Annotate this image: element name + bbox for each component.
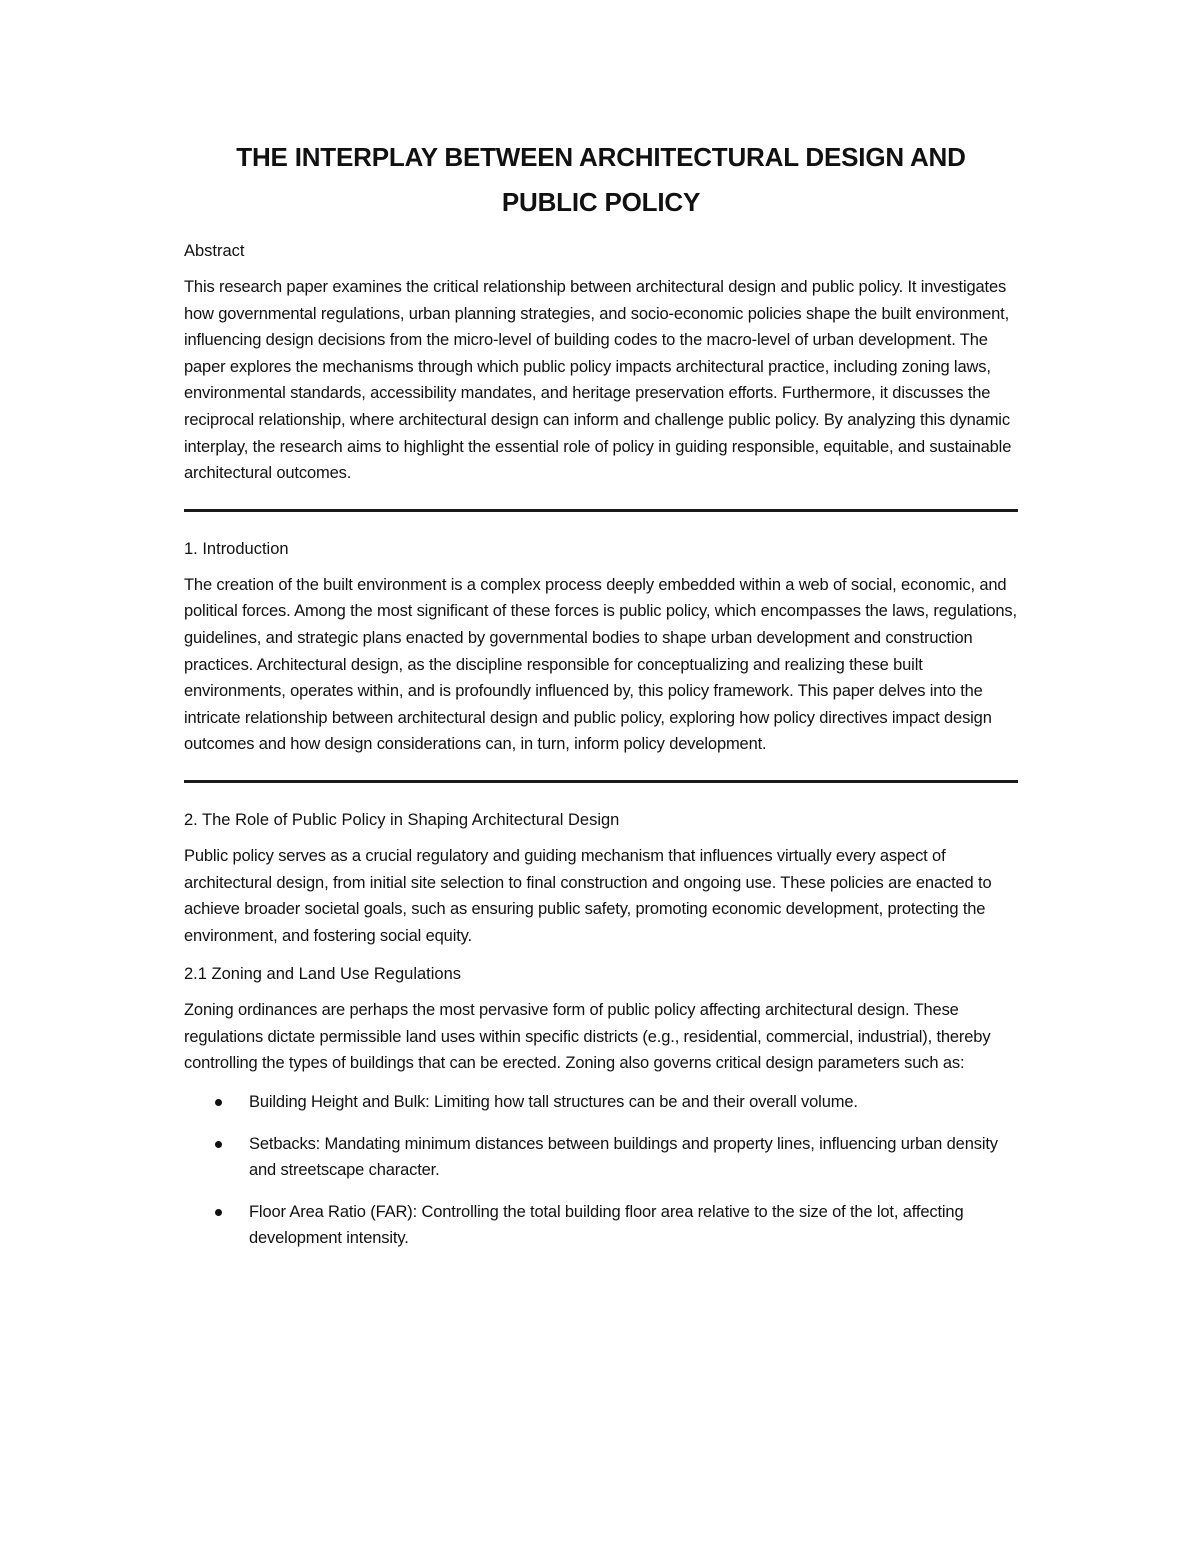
- abstract-heading: Abstract: [184, 242, 245, 260]
- introduction-heading: 1. Introduction: [184, 539, 289, 558]
- section-divider: [184, 509, 1018, 512]
- list-item-text: Setbacks: Mandating minimum distances between buildings and property lines, influencing urban density and streetscape character.: [249, 1134, 998, 1180]
- section-2-1-text: Zoning ordinances are perhaps the most pervasive form of public policy affecting architectural design. These regulations dictate permissible land uses within specific districts (e.g., residential, commercial, industrial), thereby controlling the types of buildings that can be erected. Zoning also governs critical design parameters such as:: [184, 1001, 991, 1073]
- list-item-text: Floor Area Ratio (FAR): Controlling the total building floor area relative to the size of the lot, affecting development intensity.: [249, 1202, 964, 1248]
- document-body: [184, 135, 1018, 1267]
- bullet-icon: [215, 1099, 222, 1106]
- abstract-text: This research paper examines the critical relationship between architectural design and public policy. It investigates how governmental regulations, urban planning strategies, and socio-economic policies shape the built environment, influencing design decisions from the micro-level of building codes to the macro-level of urban development. The paper explores the mechanisms through which public policy impacts architectural practice, including zoning laws, environmental standards, accessibility mandates, and heritage preservation efforts. Furthermore, it discusses the reciprocal relationship, where architectural design can inform and challenge public policy. By analyzing this dynamic interplay, the research aims to highlight the essential role of policy in guiding responsible, equitable, and sustainable architectural outcomes.: [184, 278, 1012, 483]
- section-2-heading: 2. The Role of Public Policy in Shaping Architectural Design: [184, 810, 620, 829]
- paper-title: [184, 135, 1018, 225]
- zoning-parameters-list: [184, 1089, 1018, 1252]
- paper-title-line-1: THE INTERPLAY BETWEEN ARCHITECTURAL DESIGN AND: [236, 142, 966, 172]
- list-item: [184, 1131, 1018, 1184]
- list-item: [184, 1089, 1018, 1116]
- bullet-icon: [215, 1141, 222, 1148]
- bullet-icon: [215, 1209, 222, 1216]
- section-2-1-heading: 2.1 Zoning and Land Use Regulations: [184, 965, 462, 984]
- paper-title-line-2: PUBLIC POLICY: [501, 187, 701, 217]
- section-divider: [184, 780, 1018, 783]
- section-2-text: Public policy serves as a crucial regulatory and guiding mechanism that influences virtually every aspect of architectural design, from initial site selection to final construction and ongoing use. These policies are enacted to achieve broader societal goals, such as ensuring public safety, promoting economic development, protecting the environment, and fostering social equity.: [184, 846, 992, 945]
- introduction-text: The creation of the built environment is a complex process deeply embedded within a web of social, economic, and political forces. Among the most significant of these forces is public policy, which encompasses the laws, regulations, guidelines, and strategic plans enacted by governmental bodies to shape urban development and construction practices. Architectural design, as the discipline responsible for conceptualizing and realizing these built environments, operates within, and is profoundly influenced by, this policy framework. This paper delves into the intricate relationship between architectural design and public policy, exploring how policy directives impact design outcomes and how design considerations can, in turn, inform policy development.: [184, 575, 1017, 754]
- list-item-text: Building Height and Bulk: Limiting how tall structures can be and their overall volume.: [249, 1093, 858, 1112]
- list-item: [184, 1199, 1018, 1252]
